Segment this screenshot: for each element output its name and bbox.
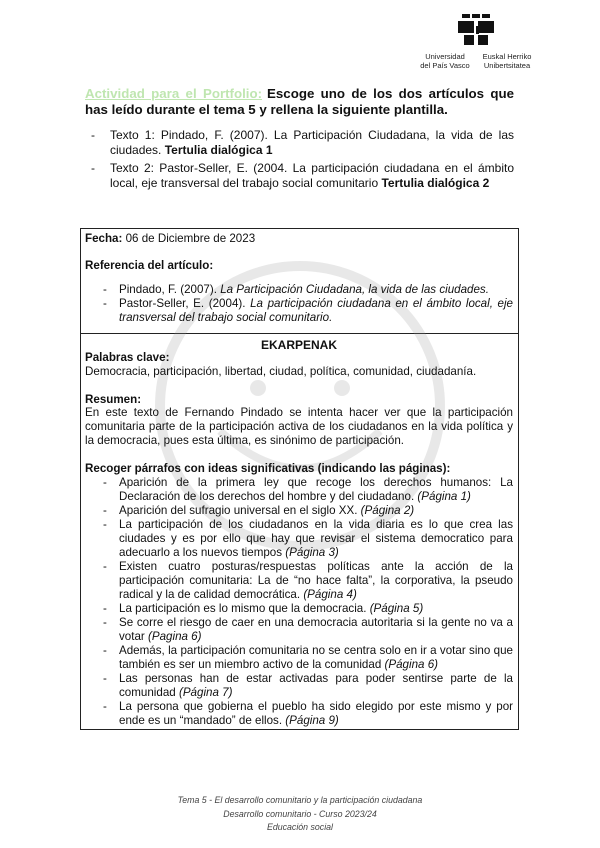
list-item: - Aparición de la primera ley que recoge los derechos humanos: La Declaración de los derechos del hombre y del ciudadano. (Página 1) [85, 476, 513, 504]
list-item: - Aparición del sufragio universal en el siglo XX. (Página 2) [85, 504, 513, 518]
footer-degree: Educación social [266, 822, 333, 832]
resumen-label: Resumen: [85, 393, 142, 406]
university-name-es: Universidad del País Vasco [420, 52, 470, 70]
footer-topic: Tema 5 - El desarrollo comunitario y la participación ciudadana [177, 795, 423, 805]
section-title: EKARPENAK [260, 338, 337, 352]
texts-list [85, 128, 514, 194]
list-item: - Además, la participación comunitaria no se centra solo en ir a votar sino que también es ser un miembro activo de la comunidad (Página 6) [85, 644, 513, 672]
palabras-value: Democracia, participación, libertad, ciudad, política, comunidad, ciudadanía. [85, 365, 477, 378]
resumen-value: En este texto de Fernando Pindado se intenta hacer ver que la participación comunitaria parte de la participación activa de los ciudadanos en la vida política y la democracia, pues esta última, es sinónimo de participación. [85, 406, 513, 447]
references-list [85, 283, 513, 325]
list-item: - La participación de los ciudadanos en la vida diaria es lo que crea las ciudades y es por ello que hay que revisar el sistema democratico para adecuarlo a los nuevos tiempos (Página 3) [85, 518, 513, 560]
activity-title [85, 86, 514, 118]
palabras-label: Palabras clave: [85, 351, 170, 364]
list-item: - La persona que gobierna el pueblo ha sido elegido por este mismo y por ende es un “mandado” de ellos. (Página 9) [85, 700, 513, 728]
ideas-list [85, 476, 513, 728]
list-item: - La participación es lo mismo que la democracia. (Página 5) [85, 602, 513, 616]
list-item: - Se corre el riesgo de caer en una democracia autoritaria si la gente no va a votar (Pagina 6) [85, 616, 513, 644]
fecha-label: Fecha: [85, 232, 123, 245]
list-item: - Texto 1: Pindado, F. (2007). La Participación Ciudadana, la vida de las ciudades. Tertulia dialógica 1 [85, 128, 514, 158]
fecha-row [85, 232, 513, 246]
recoger-label: Recoger párrafos con ideas significativas (indicando las páginas): [85, 462, 451, 475]
portfolio-label: Actividad para el Portfolio: [85, 86, 263, 101]
activity-instruction: Escoge uno de los dos artículos que has leído durante el tema 5 y rellena la siguiente plantilla. [85, 86, 514, 117]
referencia-label: Referencia del artículo: [85, 259, 214, 272]
university-logo [418, 12, 538, 74]
page-footer [0, 794, 600, 835]
list-item: - Existen cuatro posturas/respuestas políticas ante la acción de la participación comunitaria: La de “no hace falta”, la corporativa, la pseudo radical y la de calidad democrática. (Página 4) [85, 560, 513, 602]
list-item: - Pindado, F. (2007). La Participación Ciudadana, la vida de las ciudades. [85, 283, 513, 297]
university-crest-icon [456, 14, 496, 48]
university-name-eu: Euskal Herriko Unibertsitatea [482, 52, 532, 70]
list-item: - Pastor-Seller, E. (2004). La participación ciudadana en el ámbito local, eje transversal del trabajo social comunitario. [85, 297, 513, 325]
list-item: - Texto 2: Pastor-Seller, E. (2004. La participación ciudadana en el ámbito local, eje transversal del trabajo social comunitario Tertulia dialógica 2 [85, 161, 514, 191]
list-item: - Las personas han de estar activadas para poder sentirse parte de la comunidad (Página 7) [85, 672, 513, 700]
footer-course: Desarrollo comunitario - Curso 2023/24 [223, 808, 377, 819]
fecha-value: 06 de Diciembre de 2023 [125, 232, 256, 245]
